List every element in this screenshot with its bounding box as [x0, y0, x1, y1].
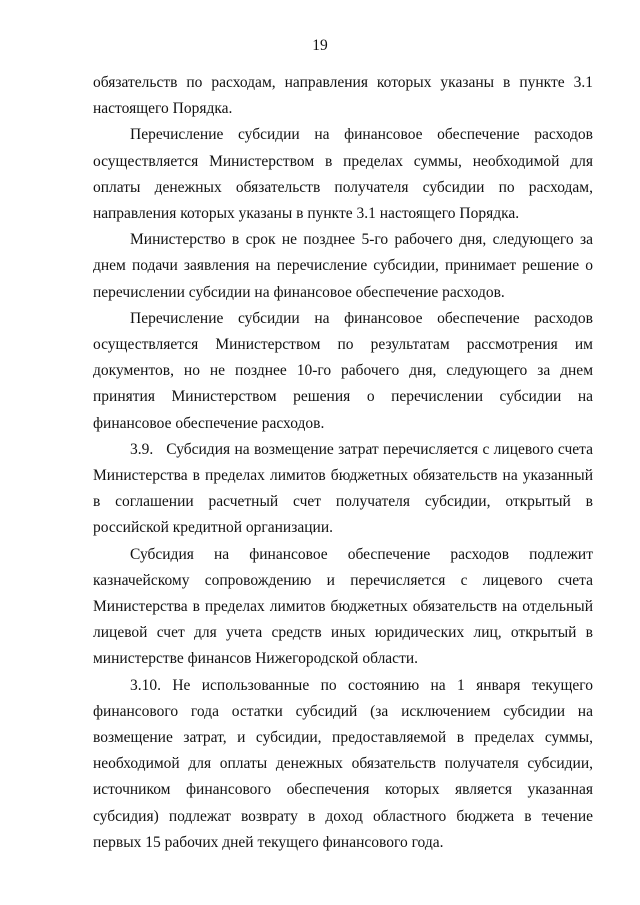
page-number: 19: [312, 37, 328, 54]
paragraph-section-3-10: 3.10. Не использованные по состоянию на 1 января текущего финансового года остатки субсидий (за исключением субсидии на возмещение затрат, и субсидии, предоставляемой в пределах суммы, необходимой для оплаты денежных обязательств получателя субсидии, источником финансового обеспечения которых является указанная субсидия) подлежат возврату в доход областного бюджета в течение первых 15 рабочих дней текущего финансового года.: [93, 676, 593, 851]
document-body: [93, 70, 593, 856]
paragraph: Перечисление субсидии на финансовое обеспечение расходов осуществляется Министерством по результатам рассмотрения им документов, но не позднее 10-го рабочего дня, следующего за днем принятия Министерством решения о перечислении субсидии на финансовое обеспечение расходов.: [93, 309, 593, 432]
paragraph-section-3-9: 3.9. Субсидия на возмещение затрат перечисляется с лицевого счета Министерства в пределах лимитов бюджетных обязательств на указанный в соглашении расчетный счет получателя субсидии, открытый в российской кредитной организации.: [93, 440, 593, 537]
paragraph: Перечисление субсидии на финансовое обеспечение расходов осуществляется Министерством в пределах суммы, необходимой для оплаты денежных обязательств получателя субсидии по расходам, направления которых указаны в пункте 3.1 настоящего Порядка.: [93, 126, 593, 223]
paragraph: Субсидия на финансовое обеспечение расходов подлежит казначейскому сопровождению и перечисляется с лицевого счета Министерства в пределах лимитов бюджетных обязательств на отдельный лицевой счет для учета средств иных юридических лиц, открытый в министерстве финансов Нижегородской области.: [93, 545, 593, 668]
paragraph: Министерство в срок не позднее 5-го рабочего дня, следующего за днем подачи заявления на перечисление субсидии, принимает решение о перечислении субсидии на финансовое обеспечение расходов.: [93, 231, 593, 301]
paragraph-continuation: обязательств по расходам, направления которых указаны в пункте 3.1 настоящего Порядка.: [93, 74, 593, 118]
